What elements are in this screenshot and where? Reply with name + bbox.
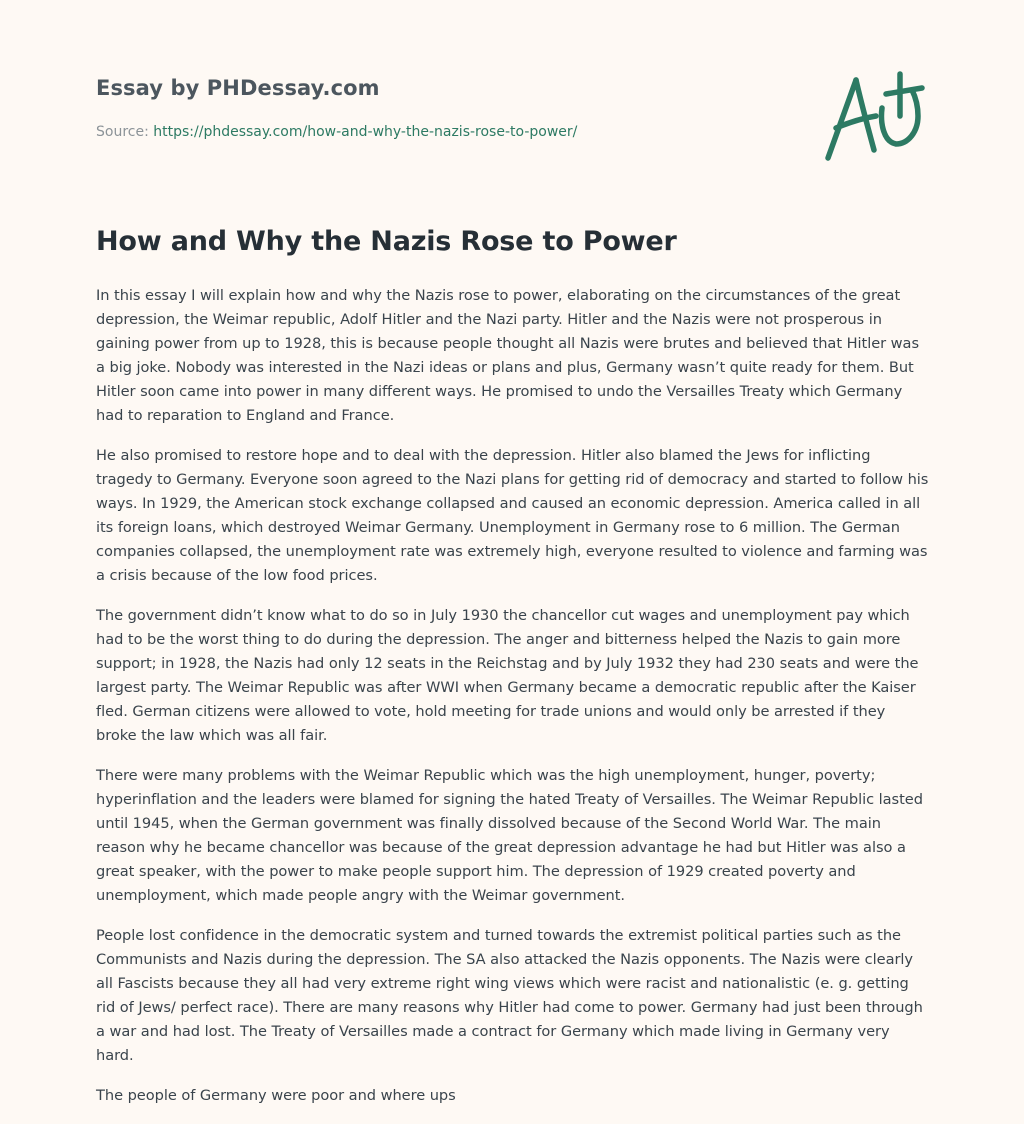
source-label: Source: <box>96 124 149 140</box>
essay-paragraph: He also promised to restore hope and to deal with the depression. Hitler also blamed the Jews for inflicting tragedy to Germany. Everyone soon agreed to the Nazi plans for getting rid of democracy and started to follow his ways. In 1929, the American stock exchange collapsed and caused an economic depression. America called in all its foreign loans, which destroyed Weimar Germany. Unemployment in Germany rose to 6 million. The German companies collapsed, the unemployment rate was extremely high, everyone resulted to violence and farming was a crisis because of the low food prices. <box>96 447 929 584</box>
a-plus-grade-icon <box>820 66 928 164</box>
site-brand: Essay by PHDessay.com <box>96 76 380 100</box>
source-line <box>96 124 577 140</box>
essay-paragraph: People lost confidence in the democratic system and turned towards the extremist political parties such as the Communists and Nazis during the depression. The SA also attacked the Nazis opponents. The Nazis were clearly all Fascists because they all had very extreme right wing views which were racist and nationalistic (e. g. getting rid of Jews/ perfect race). There are many reasons why Hitler had come to power. Germany had just been through a war and had lost. The Treaty of Versailles made a contract for Germany which made living in Germany very hard. <box>96 927 923 1064</box>
essay-title: How and Why the Nazis Rose to Power <box>96 226 677 257</box>
essay-paragraph: There were many problems with the Weimar Republic which was the high unemployment, hunger, poverty; hyperinflation and the leaders were blamed for signing the hated Treaty of Versailles. The Weimar Republic lasted until 1945, when the German government was finally dissolved because of the Second World War. The main reason why he became chancellor was because of the great depression advantage he had but Hitler was also a great speaker, with the power to make people support him. The depression of 1929 created poverty and unemployment, which made people angry with the Weimar government. <box>96 767 923 904</box>
essay-paragraph: The government didn’t know what to do so in July 1930 the chancellor cut wages and unemployment pay which had to be the worst thing to do during the depression. The anger and bitterness helped the Nazis to gain more support; in 1928, the Nazis had only 12 seats in the Reichstag and by July 1932 they had 230 seats and were the largest party. The Weimar Republic was after WWI when Germany became a democratic republic after the Kaiser fled. German citizens were allowed to vote, hold meeting for trade unions and would only be arrested if they broke the law which was all fair. <box>96 607 919 744</box>
essay-paragraph: In this essay I will explain how and why the Nazis rose to power, elaborating on the circumstances of the great depression, the Weimar republic, Adolf Hitler and the Nazi party. Hitler and the Nazis were not prosperous in gaining power from up to 1928, this is because people thought all Nazis were brutes and believed that Hitler was a big joke. Nobody was interested in the Nazi ideas or plans and plus, Germany wasn’t quite ready for them. But Hitler soon came into power in many different ways. He promised to undo the Versailles Treaty which Germany had to reparation to England and France. <box>96 287 919 424</box>
essay-body <box>96 284 930 1124</box>
essay-paragraph: The people of Germany were poor and where ups <box>96 1087 456 1104</box>
source-link[interactable]: https://phdessay.com/how-and-why-the-nazis-rose-to-power/ <box>153 124 578 140</box>
